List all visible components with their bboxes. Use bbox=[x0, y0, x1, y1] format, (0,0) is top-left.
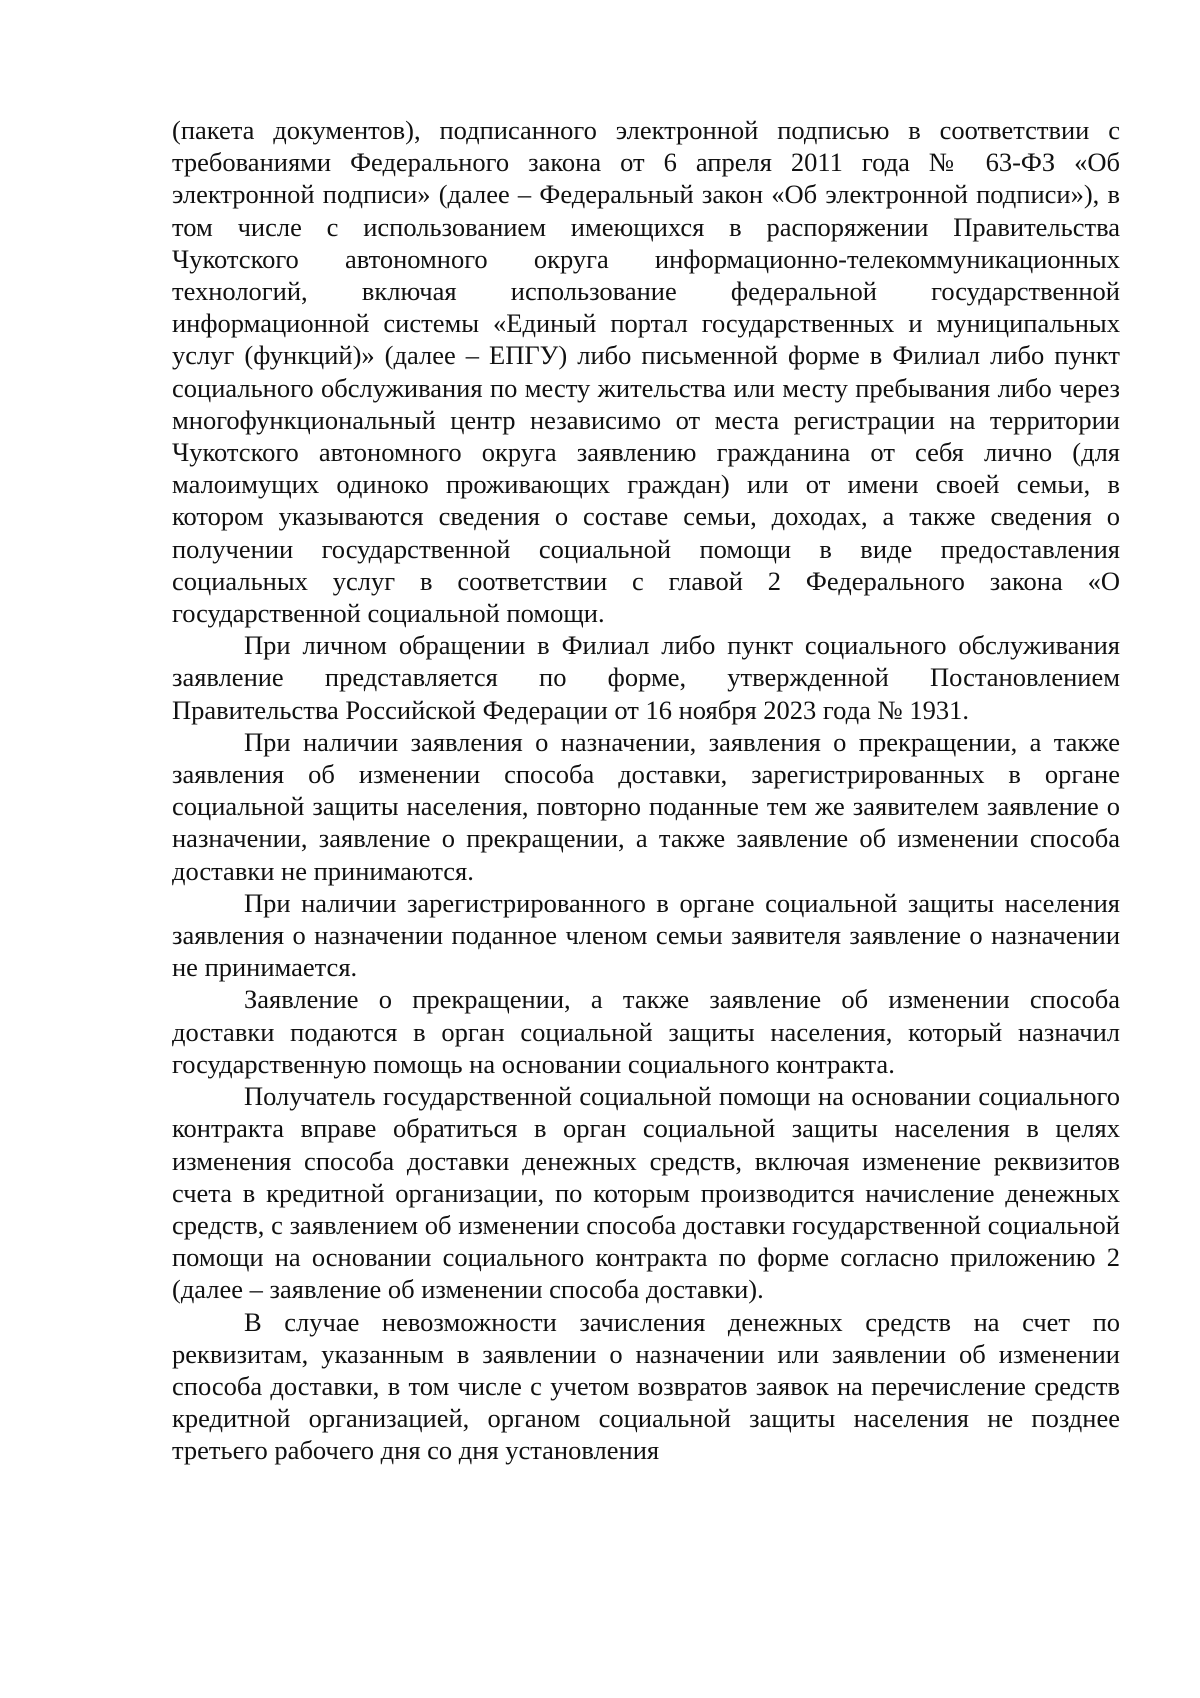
paragraph-4: При наличии зарегистрированного в органе социальной защиты населения заявления о назначении поданное членом семьи заявителя заявление о назначении не принимается. bbox=[172, 887, 1120, 983]
paragraph-5: Заявление о прекращении, а также заявление об изменении способа доставки подаются в орган социальной защиты населения, который назначил государственную помощь на основании социального контракта. bbox=[172, 984, 1120, 1079]
document-body bbox=[172, 114, 1120, 1467]
paragraph-3: При наличии заявления о назначении, заявления о прекращении, а также заявления об изменении способа доставки, зарегистрированных в органе социальной защиты населения, повторно поданные тем же заявителем заявление о назначении, заявление о прекращении, а также заявление об изменении способа доставки не принимаются. bbox=[172, 726, 1120, 886]
paragraph-6: Получатель государственной социальной помощи на основании социального контракта вправе обратиться в орган социальной защиты населения в целях изменения способа доставки денежных средств, включая изменение реквизитов счета в кредитной организации, по которым производится начисление денежных средств, с заявлением об изменении способа доставки государственной социальной помощи на основании социального контракта по форме согласно приложению 2 (далее – заявление об изменении способа доставки). bbox=[172, 1081, 1120, 1305]
paragraph-2: При личном обращении в Филиал либо пункт социального обслуживания заявление представляется по форме, утвержденной Постановлением Правительства Российской Федерации от 16 ноября 2023 года № 1931. bbox=[172, 630, 1120, 725]
paragraph-7: В случае невозможности зачисления денежных средств на счет по реквизитам, указанным в заявлении о назначении или заявлении об изменении способа доставки, в том числе с учетом возвратов заявок на перечисление средств кредитной организацией, органом социальной защиты населения не позднее третьего рабочего дня со дня установления bbox=[172, 1306, 1120, 1466]
paragraph-1: (пакета документов), подписанного электронной подписью в соответствии с требованиями Федерального закона от 6 апреля 2011 года № 63-ФЗ «Об электронной подписи» (далее – Федеральный закон «Об электронной подписи»), в том числе с использованием имеющихся в распоряжении Правительства Чукотского автономного округа информационно-телекоммуникационных технологий, включая использование федеральной государственной информационной системы «Единый портал государственных и муниципальных услуг (функций)» (далее – ЕПГУ) либо письменной форме в Филиал либо пункт социального обслуживания по месту жительства или месту пребывания либо через многофункциональный центр независимо от места регистрации на территории Чукотского автономного округа заявлению гражданина от себя лично (для малоимущих одиноко проживающих граждан) или от имени своей семьи, в котором указываются сведения о составе семьи, доходах, а также сведения о получении государственной социальной помощи в виде предоставления социальных услуг в соответствии с главой 2 Федерального закона «О государственной социальной помощи. bbox=[172, 115, 1120, 629]
